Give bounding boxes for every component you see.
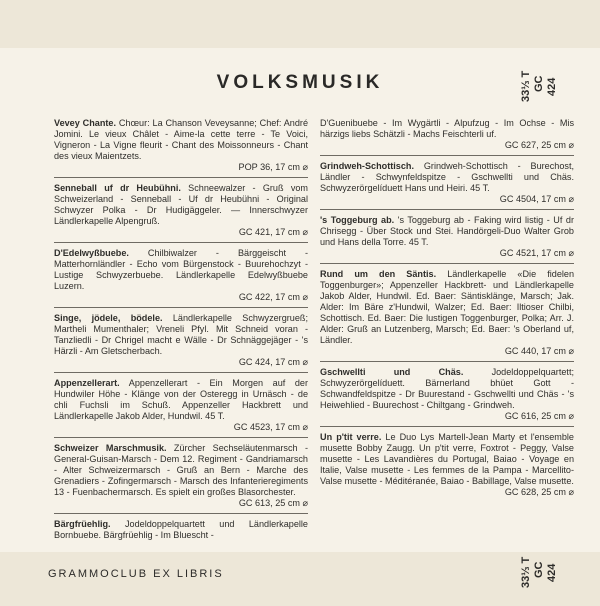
entry-divider [54,437,308,438]
album-entry [54,313,308,373]
album-description [54,378,308,422]
album-entry [54,118,308,178]
album-title: Grindweh-Schottisch. [320,161,414,171]
album-title: Rund um den Säntis. [320,269,437,279]
album-title: Schweizer Marschmusik. [54,443,167,453]
album-entry [320,432,574,498]
catalog-speed-top: 33⅓ T [520,70,532,102]
album-description [320,161,574,194]
album-title: Appenzellerart. [54,378,120,388]
album-title: Singe, jödele, bödele. [54,313,163,323]
catalog-reference: POP 36, 17 cm ⌀ [238,162,308,172]
album-entry [320,269,574,362]
top-flap [0,0,600,48]
catalog-reference: GC 4523, 17 cm ⌀ [233,422,308,432]
album-tracks: Zürcher Sechseläutenmarsch - General-Guisan-Marsch - Dem 12. Regiment - Gandriamarsch - Alter Schweizermarsch - Gruß an Bern - Marche des Grenadiers - Zofingermarsch - Marsch des Infanterieregiments 13 - Fuenbachermarsch. Es spielt ein großes Blasorchester. [54,443,308,497]
album-tracks: Chœur: La Chanson Veveysanne; Chef: André Jomini. Le vieux Châlet - Aime-la cette terre - Te Voici, Vigneron - La Vigne fleurit - Chant des Moissonneurs - Chant des vieux Maientzets. [54,118,308,161]
album-description [54,313,308,357]
left-column [54,118,308,541]
album-description [54,183,308,227]
entry-divider [320,209,574,210]
entry-divider [320,263,574,264]
entry-divider [320,426,574,427]
entry-divider [54,513,308,514]
catalog-number-bottom [520,538,558,588]
album-title: Un p'tit verre. [320,432,382,442]
album-entry [320,367,574,427]
album-title: Senneball uf dr Heubühni. [54,183,181,193]
catalog-reference: GC 4504, 17 cm ⌀ [499,194,574,204]
catalog-reference: GC 422, 17 cm ⌀ [238,292,308,302]
album-description [54,519,308,541]
album-entry [54,378,308,438]
album-description [54,118,308,162]
catalog-reference: GC 4521, 17 cm ⌀ [499,248,574,258]
album-tracks: D'Guenibuebe - Im Wygärtli - Alpufzug - Im Ochse - Mis härzigs liebs Schätzli - Machs Feischterli uf. [320,118,574,139]
catalog-speed-bottom: 33⅓ T [520,556,532,588]
entry-divider [54,307,308,308]
album-entry [54,183,308,243]
album-description [54,443,308,498]
album-entry [320,118,574,156]
album-tracks: Le Duo Lys Martell-Jean Marty et l'ensemble musette Bobby Zaugg. Un p'tit verre, Foxtrot - Peggy, Valse musette - Les Lavandières du Portugal, Baiao - Voyage en Italie, Valse musette - Les femmes de la Pampa - Marcellito- Valse musette - Méditéranée, Baiao - Babillage, Valse musette. [320,432,574,486]
catalog-series-bottom: GC [533,561,545,578]
album-entry [320,215,574,264]
album-entry [54,248,308,308]
album-description [320,118,574,140]
label-name: GRAMMOCLUB EX LIBRIS [48,568,224,580]
entry-divider [54,242,308,243]
album-title: Gschwellti und Chäs. [320,367,464,377]
album-tracks: Ländlerkapelle «Die fidelen Toggenburger»; Appenzeller Hackbrett- und Ländlerkapelle Jakob Alder, Hundwil. Ed. Baer: Säntisklänge, Marsch; Jak. Alder: Im Bäre z'Hundwil, Walzer; Ed. Baer: Iltioser Chilbi, Schottisch. Ed. Baer: Die lustigen Toggenburger, Polka; Arr. J. Alder: Gruß an Lutzenberg, Marsch; Ed. Baer: 's Oberland uf, Ländler. [320,269,575,345]
album-tracks: Appenzellerart - Ein Morgen auf der Hundwiler Höhe - Klänge von der Osteregg in Urnäsch - de chli Fuchsli im Schuß. Appenzeller Hackbrett und Ländlerkapelle Jakob Alder, Hundwil. 45 T. [54,378,308,421]
catalog-reference: GC 421, 17 cm ⌀ [238,227,308,237]
album-description [54,248,308,292]
album-description [320,432,574,487]
album-entry [320,161,574,210]
album-tracks: 's Toggeburg ab - Faking wird listig - Uf dr Chrisegg - Über Stock und Stei. Handörgeli-Duo Walter Grob und Hans della Torre. 45 T. [320,215,574,247]
album-tracks: Jodeldoppelquartett; Schwyzerörgelíduett. Bärnerland bhüet Gott - Schwandfeldspitze - Dr Buurestand - Gschwellti und Chäs - 's Heiwehlied - Buurechost - Chiltgang - Grindweh. [320,367,574,410]
catalog-reference: GC 613, 25 cm ⌀ [238,498,308,508]
catalog-series-top: GC [533,75,545,92]
album-entry [54,443,308,514]
catalog-reference: GC 616, 25 cm ⌀ [504,411,574,421]
album-description [320,367,574,411]
album-tracks: Grindweh-Schottisch - Burechost, Ländler - Schwynfeldspitze - Gschwellti und Chäs. Schwyzerörgelíduett Hans und Heiri. 45 T. [320,161,574,193]
entry-divider [320,361,574,362]
catalog-reference: GC 424, 17 cm ⌀ [238,357,308,367]
album-title: Vevey Chante. [54,118,116,128]
entry-divider [54,372,308,373]
album-tracks: Jodeldoppelquartett und Ländlerkapelle Bornbuebe. Bärgfrüehlig - Im Bluescht - [54,519,308,540]
catalog-num-bottom: 424 [546,563,558,582]
page-title: VOLKSMUSIK [216,72,384,93]
album-description [320,269,574,346]
album-title: 's Toggeburg ab. [320,215,395,225]
album-description [320,215,574,248]
entry-divider [54,177,308,178]
album-tracks: Schneewalzer - Gruß vom Schweizerland - Senneball - Uf dr Heubühni - Original Schwyzer Polka - Dr Hudigäggeler. — Innerschwyzer Ländlerkapelle Alpengruß. [54,183,308,226]
catalog-reference: GC 628, 25 cm ⌀ [504,487,574,497]
album-tracks: Ländlerkapelle Schwyzergrueß; Martheli Mumenthaler; Vreneli Pfyl. Mit Schneid voran - Tanzliedli - Dr Chrigel macht e Wälle - Dr Schnäggejäger - 's Härzli - Am Gletscherbach. [54,313,308,356]
album-tracks: Chilbiwalzer - Bärggeischt - Matterhornländler - Echo vom Bürgenstock - Buurehochzyt - Lustige Schwyzerbuebe. Ländlerkapelle Edelwyßbuebe Luzern. [54,248,308,291]
entry-divider [320,155,574,156]
catalog-reference: GC 627, 25 cm ⌀ [504,140,574,150]
catalog-reference: GC 440, 17 cm ⌀ [504,346,574,356]
album-entry [54,519,308,541]
album-title: Bärgfrüehlig. [54,519,111,529]
catalog-num-top: 424 [546,77,558,96]
album-title: D'Edelwyßbuebe. [54,248,129,258]
right-column [320,118,574,498]
